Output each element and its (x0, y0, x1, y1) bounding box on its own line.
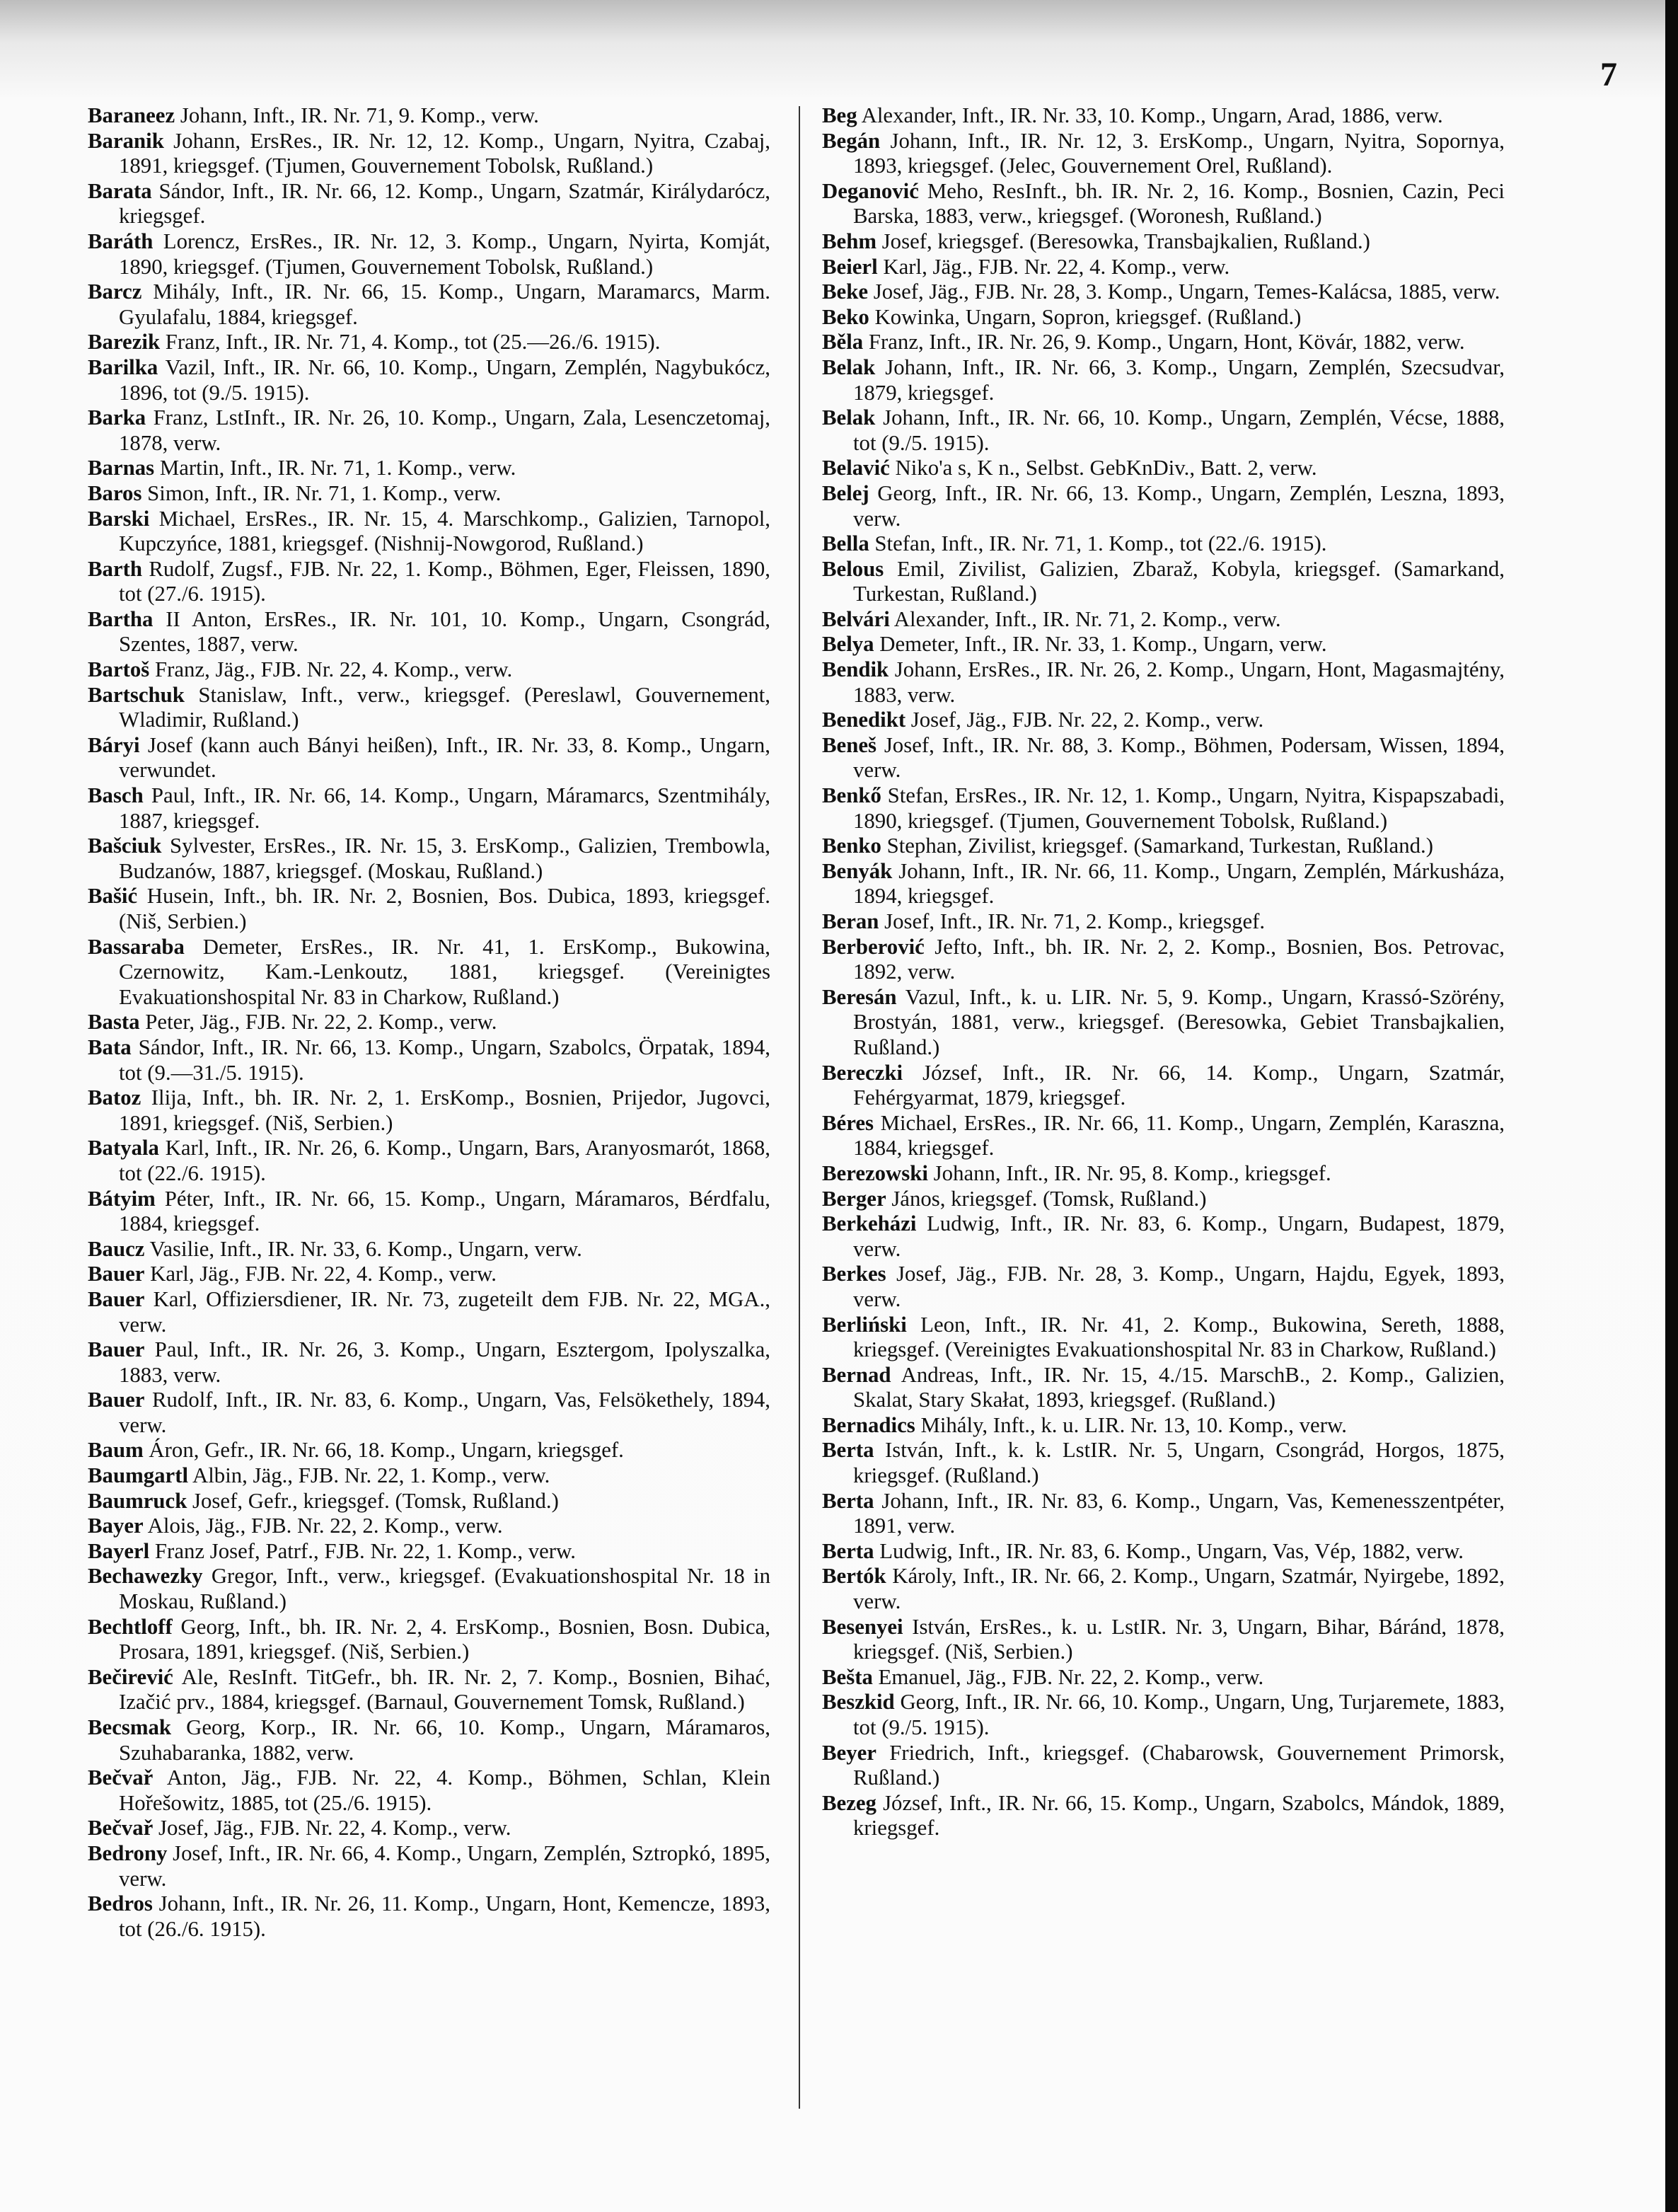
entry-surname: Beszkid (822, 1690, 895, 1715)
register-entry (822, 607, 1505, 633)
register-entry (88, 683, 770, 733)
entry-details: Rudolf, Zugsf., FJB. Nr. 22, 1. Komp., Böhmen, Eger, Fleissen, 1890, tot (27./6. 1915). (119, 556, 770, 606)
register-entry (88, 1337, 770, 1388)
entry-surname: Basch (88, 783, 144, 808)
register-entry (822, 1413, 1505, 1439)
entry-surname: Bassaraba (88, 934, 185, 959)
register-entry (822, 1791, 1505, 1841)
entry-surname: Bečirević (88, 1664, 173, 1689)
register-entry (88, 783, 770, 834)
entry-surname: Bedrony (88, 1841, 168, 1865)
entry-details: Josef, Inft., IR. Nr. 88, 3. Komp., Böhmen, Podersam, Wissen, 1894, verw. (853, 732, 1505, 783)
scan-edge (1665, 0, 1678, 2212)
entry-surname: Bayerl (88, 1538, 150, 1563)
entry-details: Peter, Jäg., FJB. Nr. 22, 2. Komp., verw. (139, 1010, 497, 1035)
entry-details: Karl, Jäg., FJB. Nr. 22, 4. Komp., verw. (877, 254, 1230, 279)
entry-surname: Beko (822, 304, 869, 329)
entry-surname: Belej (822, 480, 869, 505)
entry-details: Franz, Jäg., FJB. Nr. 22, 4. Komp., verw. (149, 657, 513, 682)
entry-details: Kowinka, Ungarn, Sopron, kriegsgef. (Rußland.) (869, 304, 1302, 329)
entry-surname: Benedikt (822, 708, 906, 732)
register-entry (822, 1438, 1505, 1488)
entry-details: Sándor, Inft., IR. Nr. 66, 13. Komp., Ungarn, Szabolcs, Örpatak, 1894, tot (9.—31./5. 1915). (119, 1035, 770, 1085)
entry-surname: Bartoš (88, 657, 150, 682)
entry-details: Simon, Inft., IR. Nr. 71, 1. Komp., verw. (141, 480, 502, 505)
register-entry (88, 834, 770, 884)
entry-surname: Benko (822, 834, 881, 858)
entry-surname: Belak (822, 355, 876, 379)
entry-surname: Bešta (822, 1664, 873, 1689)
register-entry (822, 859, 1505, 909)
entry-details: Paul, Inft., IR. Nr. 66, 14. Komp., Ungarn, Máramarcs, Szentmihály, 1887, kriegsgef. (119, 783, 770, 833)
entry-details: Georg, Inft., bh. IR. Nr. 2, 4. ErsKomp., Bosnien, Bosn. Dubica, Prosara, 1891, kriegsgef. (Niš, Serbien.) (119, 1614, 770, 1664)
entry-surname: Besenyei (822, 1614, 903, 1639)
entry-surname: Berberović (822, 934, 925, 959)
entry-details: Friedrich, Inft., kriegsgef. (Chabarowsk, Gouvernement Primorsk, Rußland.) (853, 1740, 1505, 1790)
entry-details: Gregor, Inft., verw., kriegsgef. (Evakuationshospital Nr. 18 in Moskau, Rußland.) (119, 1564, 770, 1614)
register-entry (88, 1816, 770, 1841)
register-entry (822, 1363, 1505, 1413)
register-entry (88, 1035, 770, 1085)
column-divider (799, 106, 800, 2109)
register-entry (88, 884, 770, 934)
register-entry (88, 657, 770, 683)
entry-surname: Bernadics (822, 1412, 915, 1437)
entry-details: Sylvester, ErsRes., IR. Nr. 15, 3. ErsKomp., Galizien, Trembowla, Budzanów, 1887, kriegsgef. (Moskau, Rußland.) (119, 834, 770, 883)
register-entry (88, 1615, 770, 1665)
entry-surname: Barezik (88, 330, 161, 355)
entry-surname: Bašić (88, 884, 138, 909)
entry-details: Meho, ResInft., bh. IR. Nr. 2, 16. Komp., Bosnien, Cazin, Peci Barska, 1883, verw., kriegsgef. (Woronesh, Rußland.) (853, 178, 1505, 229)
entry-surname: Beierl (822, 254, 878, 279)
entry-details: Paul, Inft., IR. Nr. 26, 3. Komp., Ungarn, Esztergom, Ipolyszalka, 1883, verw. (119, 1337, 770, 1387)
register-entry (88, 330, 770, 355)
register-entry (822, 481, 1505, 531)
register-entry (88, 1564, 770, 1614)
register-entry (88, 1539, 770, 1565)
entry-details: Alexander, Inft., IR. Nr. 33, 10. Komp., Ungarn, Arad, 1886, verw. (857, 103, 1443, 127)
entry-details: Albin, Jäg., FJB. Nr. 22, 1. Komp., verw. (188, 1463, 550, 1488)
entry-details: Áron, Gefr., IR. Nr. 66, 18. Komp., Ungarn, kriegsgef. (143, 1438, 624, 1463)
entry-details: Johann, Inft., IR. Nr. 83, 6. Komp., Ungarn, Vas, Kemenesszentpéter, 1891, verw. (853, 1488, 1505, 1538)
entry-details: Demeter, Inft., IR. Nr. 33, 1. Komp., Ungarn, verw. (874, 632, 1327, 657)
entry-details: Johann, ErsRes., IR. Nr. 26, 2. Komp., Ungarn, Hont, Magasmajtény, 1883, verw. (853, 657, 1505, 707)
register-entry (822, 1690, 1505, 1740)
entry-surname: Bendik (822, 657, 889, 682)
entry-details: István, ErsRes., k. u. LstIR. Nr. 3, Ungarn, Bihar, Báránd, 1878, kriegsgef. (Niš, Serbien.) (853, 1614, 1505, 1664)
entry-surname: Beg (822, 103, 857, 127)
register-entry (88, 1514, 770, 1539)
entry-surname: Belous (822, 556, 884, 581)
entry-surname: Barth (88, 556, 142, 581)
entry-surname: Beke (822, 280, 869, 304)
entry-details: Andreas, Inft., IR. Nr. 15, 4./15. MarschB., 2. Komp., Galizien, Skalat, Stary Skałat, 1893, kriegsgef. (Rußland.) (853, 1362, 1505, 1412)
register-entry (88, 456, 770, 481)
entry-surname: Berta (822, 1438, 874, 1463)
entry-details: Georg, Korp., IR. Nr. 66, 10. Komp., Ungarn, Máramaros, Szuhabaranka, 1882, verw. (119, 1715, 770, 1765)
register-entry (88, 1841, 770, 1891)
register-entry (822, 1111, 1505, 1161)
register-entry (88, 1463, 770, 1489)
register-entry (822, 129, 1505, 179)
entry-surname: Bečvař (88, 1816, 154, 1841)
entry-surname: Bechawezky (88, 1564, 203, 1589)
entry-surname: Baros (88, 480, 142, 505)
register-entry (822, 1187, 1505, 1212)
entry-surname: Bečvař (88, 1765, 154, 1790)
entry-details: Husein, Inft., bh. IR. Nr. 2, Bosnien, Bos. Dubica, 1893, kriegsgef. (Niš, Serbien.) (119, 884, 770, 933)
entry-details: Josef, Jäg., FJB. Nr. 22, 4. Komp., verw. (153, 1816, 511, 1841)
entry-surname: Belavić (822, 456, 890, 480)
entry-surname: Barata (88, 178, 152, 203)
entry-surname: Belvári (822, 606, 890, 631)
register-entry (88, 179, 770, 229)
entry-details: Alexander, Inft., IR. Nr. 71, 2. Komp., verw. (889, 606, 1281, 631)
register-entry (88, 280, 770, 330)
register-entry (88, 1287, 770, 1337)
entry-details: Johann, ErsRes., IR. Nr. 12, 12. Komp., Ungarn, Nyitra, Czabaj, 1891, kriegsgef. (Tjumen, Gouvernement Tobolsk, Rußland.) (119, 128, 770, 178)
entry-details: Mihály, Inft., k. u. LIR. Nr. 13, 10. Komp., verw. (915, 1412, 1347, 1437)
entry-surname: Berger (822, 1186, 886, 1211)
register-entry (822, 1262, 1505, 1312)
entry-details: Emanuel, Jäg., FJB. Nr. 22, 2. Komp., verw. (872, 1664, 1264, 1689)
entry-details: Péter, Inft., IR. Nr. 66, 15. Komp., Ungarn, Máramaros, Bérdfalu, 1884, kriegsgef. (119, 1186, 770, 1236)
entry-surname: Bereczki (822, 1060, 903, 1085)
entry-details: Josef, Jäg., FJB. Nr. 28, 3. Komp., Ungarn, Hajdu, Egyek, 1893, verw. (853, 1262, 1505, 1311)
register-entry (88, 355, 770, 405)
entry-details: Josef, Gefr., kriegsgef. (Tomsk, Rußland.) (187, 1488, 559, 1513)
entry-surname: Bátyim (88, 1186, 156, 1211)
register-entry (822, 1741, 1505, 1791)
entry-details: Vazul, Inft., k. u. LIR. Nr. 5, 9. Komp., Ungarn, Krassó-Szörény, Brostyán, 1881, verw., kriegsgef. (Beresowka, Gebiet Transbajkalien, Rußland.) (853, 984, 1505, 1059)
entry-details: Johann, Inft., IR. Nr. 12, 3. ErsKomp., Ungarn, Nyitra, Sopornya, 1893, kriegsgef. (Jelec, Gouvernement Orel, Rußland). (853, 128, 1505, 178)
entry-details: József, Inft., IR. Nr. 66, 15. Komp., Ungarn, Szabolcs, Mándok, 1889, kriegsgef. (853, 1790, 1505, 1841)
entry-surname: Baranik (88, 128, 164, 153)
entry-details: Stanislaw, Inft., verw., kriegsgef. (Pereslawl, Gouvernement, Wladimir, Rußland.) (119, 682, 770, 732)
entry-details: Demeter, ErsRes., IR. Nr. 41, 1. ErsKomp., Bukowina, Czernowitz, Kam.-Lenkoutz, 1881, kriegsgef. (Vereinigtes Evakuationshospital Nr. 83 in Charkow, Rußland.) (119, 934, 770, 1009)
entry-details: Georg, Inft., IR. Nr. 66, 13. Komp., Ungarn, Zemplén, Leszna, 1893, verw. (853, 480, 1505, 531)
entry-surname: Béres (822, 1110, 874, 1135)
register-entry (822, 1211, 1505, 1262)
register-entry (88, 1438, 770, 1463)
entry-details: Georg, Inft., IR. Nr. 66, 10. Komp., Ungarn, Ung, Turjaremete, 1883, tot (9./5. 1915). (853, 1690, 1505, 1739)
entry-surname: Bertók (822, 1564, 886, 1589)
register-entry (822, 1615, 1505, 1665)
entry-surname: Baum (88, 1438, 144, 1463)
entry-surname: Begán (822, 128, 881, 153)
entry-surname: Bartha (88, 606, 154, 631)
register-entry (822, 1313, 1505, 1363)
register-entry (88, 507, 770, 557)
entry-surname: Barnas (88, 456, 155, 480)
entry-surname: Becsmak (88, 1715, 172, 1739)
register-entry (88, 1237, 770, 1262)
entry-surname: Batyala (88, 1136, 159, 1160)
entry-details: Karl, Inft., IR. Nr. 26, 6. Komp., Ungarn, Bars, Aranyosmarót, 1868, tot (22./6. 1915). (119, 1136, 770, 1185)
entry-surname: Belak (822, 405, 876, 430)
register-entry (822, 557, 1505, 607)
entry-surname: Beyer (822, 1740, 876, 1765)
entry-details: Stefan, ErsRes., IR. Nr. 12, 1. Komp., Ungarn, Nyitra, Kispapszabadi, 1890, kriegsgef. (Tjumen, Gouvernement Tobolsk, Rußland.) (853, 783, 1505, 833)
entry-details: Leon, Inft., IR. Nr. 41, 2. Komp., Bukowina, Sereth, 1888, kriegsgef. (Vereinigtes Evakuationshospital Nr. 83 in Charkow, Rußland.) (853, 1312, 1505, 1362)
entry-details: Stefan, Inft., IR. Nr. 71, 1. Komp., tot (22./6. 1915). (869, 531, 1327, 556)
register-entry (822, 733, 1505, 783)
register-entry (822, 985, 1505, 1061)
entry-surname: Benyák (822, 858, 893, 883)
entry-details: Franz, LstInft., IR. Nr. 26, 10. Komp., Ungarn, Zala, Lesenczetomaj, 1878, verw. (119, 405, 770, 455)
entry-surname: Beran (822, 909, 879, 933)
register-entry (88, 1136, 770, 1186)
entry-surname: Barka (88, 405, 146, 430)
entry-surname: Bella (822, 531, 869, 556)
entry-details: Josef (kann auch Bányi heißen), Inft., IR. Nr. 33, 8. Komp., Ungarn, verwundet. (119, 732, 770, 783)
entry-surname: Bauer (88, 1286, 145, 1311)
entry-details: Mihály, Inft., IR. Nr. 66, 15. Komp., Ungarn, Maramarcs, Marm. Gyulafalu, 1884, kriegsgef. (119, 280, 770, 329)
page-number: 7 (1600, 56, 1617, 93)
entry-surname: Benkő (822, 783, 881, 808)
entry-details: Franz, Inft., IR. Nr. 71, 4. Komp., tot (25.—26./6. 1915). (160, 330, 661, 355)
register-entry (822, 280, 1505, 305)
entry-surname: Barski (88, 506, 150, 531)
entry-surname: Bauer (88, 1388, 145, 1412)
entry-surname: Belya (822, 632, 874, 657)
register-entry (88, 1085, 770, 1136)
entry-surname: Báryi (88, 732, 140, 757)
register-entry (88, 229, 770, 280)
register-entry (88, 1665, 770, 1715)
entry-details: Károly, Inft., IR. Nr. 66, 2. Komp., Ungarn, Szatmár, Nyirgebe, 1892, verw. (853, 1564, 1505, 1614)
register-entry (822, 456, 1505, 481)
entry-details: József, Inft., IR. Nr. 66, 14. Komp., Ungarn, Szatmár, Fehérgyarmat, 1879, kriegsgef. (853, 1060, 1505, 1110)
register-entry (88, 103, 770, 129)
register-entry (822, 405, 1505, 456)
entry-details: Alois, Jäg., FJB. Nr. 22, 2. Komp., verw. (143, 1514, 503, 1538)
register-entry (822, 909, 1505, 935)
register-entry (88, 1187, 770, 1237)
entry-surname: Beneš (822, 732, 876, 757)
entry-details: Vasilie, Inft., IR. Nr. 33, 6. Komp., Ungarn, verw. (144, 1236, 582, 1261)
entry-details: Ludwig, Inft., IR. Nr. 83, 6. Komp., Ungarn, Budapest, 1879, verw. (853, 1211, 1505, 1261)
entry-surname: Deganović (822, 178, 919, 203)
entry-surname: Baumgartl (88, 1463, 188, 1488)
entry-details: Martin, Inft., IR. Nr. 71, 1. Komp., verw. (154, 456, 516, 480)
entry-surname: Běla (822, 330, 864, 355)
register-entry (822, 632, 1505, 657)
entry-surname: Bernad (822, 1362, 891, 1387)
register-entry (88, 1765, 770, 1816)
entry-surname: Berkes (822, 1262, 886, 1286)
entry-details: Franz, Inft., IR. Nr. 26, 9. Komp., Ungarn, Hont, Kövár, 1882, verw. (863, 330, 1465, 355)
entry-surname: Basta (88, 1010, 140, 1035)
register-entry (88, 557, 770, 607)
right-column (822, 103, 1505, 1841)
register-entry (88, 1262, 770, 1287)
left-column (88, 103, 770, 1942)
register-entry (88, 1010, 770, 1035)
entry-surname: Bayer (88, 1514, 144, 1538)
entry-details: Lorencz, ErsRes., IR. Nr. 12, 3. Komp., Ungarn, Nyirta, Komját, 1890, kriegsgef. (Tjumen, Gouvernement Tobolsk, Rußland.) (119, 229, 770, 279)
entry-details: Vazil, Inft., IR. Nr. 66, 10. Komp., Ungarn, Zemplén, Nagybukócz, 1896, tot (9./5. 1915). (119, 355, 770, 405)
entry-surname: Berkeházi (822, 1211, 917, 1236)
register-entry (88, 607, 770, 657)
register-entry (88, 1388, 770, 1438)
register-entry (88, 129, 770, 179)
entry-surname: Bechtloff (88, 1614, 173, 1639)
register-entry (822, 1665, 1505, 1690)
entry-details: Sándor, Inft., IR. Nr. 66, 12. Komp., Ungarn, Szatmár, Királydarócz, kriegsgef. (119, 178, 770, 229)
entry-details: Johann, Inft., IR. Nr. 26, 11. Komp., Ungarn, Hont, Kemencze, 1893, tot (26./6. 1915). (119, 1891, 770, 1941)
entry-surname: Bauer (88, 1337, 145, 1362)
register-entry (822, 355, 1505, 405)
register-entry (822, 935, 1505, 985)
entry-details: Josef, Inft., IR. Nr. 66, 4. Komp., Ungarn, Zemplén, Sztropkó, 1895, verw. (119, 1841, 770, 1891)
register-entry (822, 229, 1505, 255)
entry-details: János, kriegsgef. (Tomsk, Rußland.) (886, 1186, 1207, 1211)
entry-surname: Berezowski (822, 1160, 928, 1185)
entry-surname: Bezeg (822, 1790, 876, 1815)
entry-details: Michael, ErsRes., IR. Nr. 66, 11. Komp., Ungarn, Zemplén, Karaszna, 1884, kriegsgef. (853, 1110, 1505, 1160)
register-entry (822, 1061, 1505, 1111)
register-entry (88, 405, 770, 456)
entry-details: Rudolf, Inft., IR. Nr. 83, 6. Komp., Ungarn, Vas, Felsökethely, 1894, verw. (119, 1388, 770, 1437)
entry-details: Johann, Inft., IR. Nr. 66, 11. Komp., Ungarn, Zemplén, Márkusháza, 1894, kriegsgef. (853, 858, 1505, 909)
entry-surname: Baraneez (88, 103, 175, 127)
entry-details: Karl, Jäg., FJB. Nr. 22, 4. Komp., verw. (144, 1262, 497, 1286)
register-entry (822, 1161, 1505, 1187)
register-entry (88, 481, 770, 507)
register-entry (88, 1489, 770, 1514)
register-entry (88, 1715, 770, 1765)
entry-details: Johann, Inft., IR. Nr. 66, 3. Komp., Ungarn, Zemplén, Szecsudvar, 1879, kriegsgef. (853, 355, 1505, 405)
entry-surname: Bašciuk (88, 834, 162, 858)
entry-surname: Berliński (822, 1312, 907, 1337)
entry-details: Ilija, Inft., bh. IR. Nr. 2, 1. ErsKomp., Bosnien, Prijedor, Jugovci, 1891, kriegsgef. (Niš, Serbien.) (119, 1085, 770, 1135)
entry-surname: Berta (822, 1488, 874, 1513)
register-entry (822, 657, 1505, 708)
register-entry (822, 834, 1505, 859)
register-entry (822, 1539, 1505, 1565)
register-entry (88, 733, 770, 783)
entry-details: Josef, Jäg., FJB. Nr. 28, 3. Komp., Ungarn, Temes-Kalácsa, 1885, verw. (868, 280, 1500, 304)
register-entry (822, 531, 1505, 557)
register-entry (822, 1489, 1505, 1539)
entry-surname: Bata (88, 1035, 132, 1059)
entry-details: István, Inft., k. k. LstIR. Nr. 5, Ungarn, Csongrád, Horgos, 1875, kriegsgef. (Rußland.) (853, 1438, 1505, 1488)
entry-details: Josef, kriegsgef. (Beresowka, Transbajkalien, Rußland.) (876, 229, 1370, 253)
entry-details: Jefto, Inft., bh. IR. Nr. 2, 2. Komp., Bosnien, Bos. Petrovac, 1892, verw. (853, 934, 1505, 984)
register-entry (822, 305, 1505, 330)
entry-details: Johann, Inft., IR. Nr. 66, 10. Komp., Ungarn, Zemplén, Vécse, 1888, tot (9./5. 1915). (853, 405, 1505, 455)
entry-details: Johann, Inft., IR. Nr. 71, 9. Komp., verw. (175, 103, 539, 127)
register-entry (822, 179, 1505, 229)
register-entry (822, 783, 1505, 834)
entry-surname: Baumruck (88, 1488, 187, 1513)
entry-surname: Barcz (88, 280, 142, 304)
entry-surname: Behm (822, 229, 876, 253)
entry-surname: Bedros (88, 1891, 153, 1916)
entry-details: Ludwig, Inft., IR. Nr. 83, 6. Komp., Ungarn, Vas, Vép, 1882, verw. (874, 1538, 1464, 1563)
entry-details: Josef, Inft., IR. Nr. 71, 2. Komp., kriegsgef. (879, 909, 1266, 933)
entry-details: II Anton, ErsRes., IR. Nr. 101, 10. Komp., Ungarn, Csongrád, Szentes, 1887, verw. (119, 606, 770, 657)
entry-details: Anton, Jäg., FJB. Nr. 22, 4. Komp., Böhmen, Schlan, Klein Hořešowitz, 1885, tot (25./6. 1915). (119, 1765, 770, 1815)
entry-details: Stephan, Zivilist, kriegsgef. (Samarkand, Turkestan, Rußland.) (881, 834, 1433, 858)
entry-surname: Bartschuk (88, 682, 185, 707)
entry-details: Emil, Zivilist, Galizien, Zbaraž, Kobyla, kriegsgef. (Samarkand, Turkestan, Rußland.) (853, 556, 1505, 606)
entry-surname: Berta (822, 1538, 874, 1563)
register-entry (822, 708, 1505, 733)
register-entry (88, 1891, 770, 1942)
entry-details: Josef, Jäg., FJB. Nr. 22, 2. Komp., verw. (905, 708, 1264, 732)
entry-details: Franz Josef, Patrf., FJB. Nr. 22, 1. Komp., verw. (149, 1538, 576, 1563)
entry-surname: Baucz (88, 1236, 145, 1261)
entry-surname: Bauer (88, 1262, 145, 1286)
register-entry (822, 1564, 1505, 1614)
entry-surname: Baráth (88, 229, 154, 253)
entry-details: Johann, Inft., IR. Nr. 95, 8. Komp., kriegsgef. (927, 1160, 1331, 1185)
entry-details: Michael, ErsRes., IR. Nr. 15, 4. Marschkomp., Galizien, Tarnopol, Kupczyńce, 1881, kriegsgef. (Nishnij-Nowgorod, Rußland.) (119, 506, 770, 556)
register-entry (822, 103, 1505, 129)
register-entry (822, 255, 1505, 280)
entry-details: Karl, Offiziersdiener, IR. Nr. 73, zugeteilt dem FJB. Nr. 22, MGA., verw. (119, 1286, 770, 1337)
register-entry (88, 935, 770, 1010)
entry-surname: Barilka (88, 355, 158, 379)
entry-surname: Beresán (822, 984, 897, 1009)
entry-details: Ale, ResInft. TitGefr., bh. IR. Nr. 2, 7. Komp., Bosnien, Bihać, Izačić prv., 1884, kriegsgef. (Barnaul, Gouvernement Tomsk, Rußland.) (119, 1664, 770, 1715)
register-entry (822, 330, 1505, 355)
entry-details: Niko'a s, K n., Selbst. GebKnDiv., Batt. 2, verw. (889, 456, 1317, 480)
entry-surname: Batoz (88, 1085, 141, 1110)
